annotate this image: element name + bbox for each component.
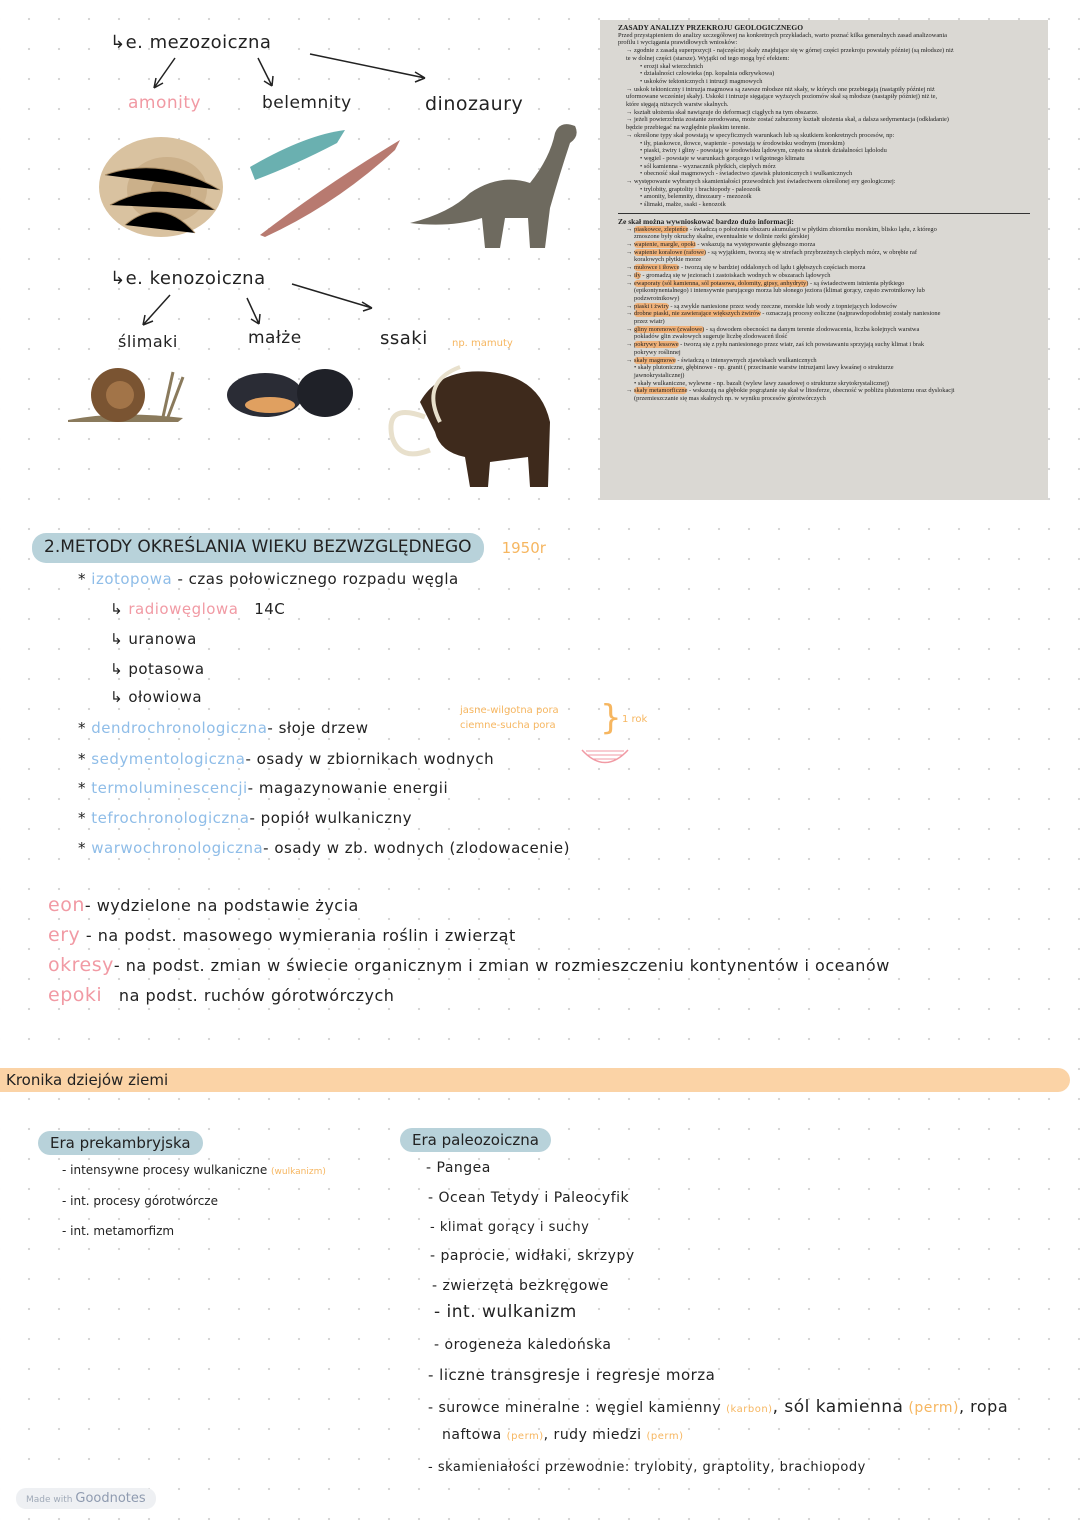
mussels-image xyxy=(225,365,355,425)
photo-rock-line: pokładów glin zwałowych sugeruje liczbę zlodowaceń ilość xyxy=(634,333,788,341)
dinosaur-image xyxy=(410,118,585,253)
photo-text-line: • trylobity, graptolity i brachiopody - paleozoik xyxy=(640,185,761,193)
mammoth-image xyxy=(380,362,555,492)
photo-text-line: będzie przebiegać na względnie płaskim terenie. xyxy=(626,124,750,132)
paleozoic-resources: - surowce mineralne : węgiel kamienny (karbon), sól kamienna (perm), ropa xyxy=(428,1397,1009,1417)
submethod-term: radiowęglowa xyxy=(128,600,239,618)
paleozoic-item: - zwierzęta bezkręgowe xyxy=(432,1278,609,1294)
photo-text-line: → występowanie wybranych skamieniałości przewodnich jest świadectwem określonej ery geologicznej: xyxy=(626,178,896,186)
era-paleozoic-title: Era paleozoiczna xyxy=(400,1128,551,1152)
photo-text-line: • uskoków tektonicznych i intruzji magmowych xyxy=(640,77,763,85)
label-malze: małże xyxy=(248,328,302,348)
submethod-extra: 14C xyxy=(254,600,286,618)
photo-text-line: • piaski, żwiry i gliny - powstają w środowisku lądowym, często na skutek działalności lądolodu xyxy=(640,147,887,155)
paleozoic-item: - klimat gorący i suchy xyxy=(430,1220,590,1235)
photo-rock-line: → piaskowce, zlepieńce - świadczą o położeniu obszaru akumulacji w płytkim zbiorniku morskim, blisko lądu, z którego xyxy=(626,225,937,233)
era-precambrian-title: Era prekambryjska xyxy=(38,1131,203,1155)
unit-epoki: epoki na podst. ruchów górotwórczych xyxy=(48,984,395,1006)
chronicle-header: Kronika dziejów ziemi xyxy=(0,1068,1070,1092)
photo-rock-line: podzwrotnikowy) xyxy=(634,294,680,302)
method-item: * sedymentologiczna- osady w zbiornikach wodnych xyxy=(78,750,495,768)
photo-text-line: • sól kamienna - wyznacznik płytkich, ciepłych mórz xyxy=(640,162,776,170)
method-term: izotopowa xyxy=(91,570,173,588)
year-note: 1950r xyxy=(501,539,546,557)
section-header xyxy=(32,533,546,563)
photo-title: ZASADY ANALIZY PRZEKROJU GEOLOGICZNEGO xyxy=(618,23,804,32)
paleozoic-item: - Pangea xyxy=(426,1160,491,1176)
photo-rock-line: → skały metamorficzne - wskazują na głębokie pogrążanie się skał w litosferze, obecność w pobliżu plutonizmu oraz dyslokacji xyxy=(626,387,955,395)
unit-eon: eon- wydzielone na podstawie życia xyxy=(48,894,359,916)
photo-text-line: → określone typy skał powstają w specyficznych warunkach lub są skutkiem konkretnych procesów, np: xyxy=(626,131,895,139)
photo-rock-line: → pokrywy lessowe - tworzą się z pyłu naniesionego przez wiatr, zaś ich powstawaniu sprzyjają suchy klimat i brak xyxy=(626,341,925,349)
submethod-term: uranowa xyxy=(128,630,197,648)
sediment-layers-icon xyxy=(580,745,630,767)
photo-rock-line: → wapienie, margle, opoki - wskazują na występowanie głębszego morza xyxy=(626,240,816,248)
mesozoic-title: ↳e. mezozoiczna xyxy=(110,32,272,53)
cenozoic-title: ↳e. kenozoiczna xyxy=(110,268,266,289)
photo-text-line: Przed przystąpieniem do analizy szczegółowej na konkretnych przykładach, warto poznać kilka generalnych zasad analizowania xyxy=(618,31,947,39)
method-item: * warwochronologiczna- osady w zb. wodnych (zlodowacenie) xyxy=(78,839,571,857)
photo-text-line: te w dolnej części (starsze). Wyjątki od tego mogą być efektem: xyxy=(626,54,790,62)
photo-text-line: • węgiel - powstaje w warunkach gorącego i wilgotnego klimatu xyxy=(640,154,805,162)
arrows-icon xyxy=(140,52,440,97)
belemnite-image xyxy=(245,125,410,240)
snail-image xyxy=(68,362,188,424)
precambrian-item: - intensywne procesy wulkaniczne (wulkanizm) xyxy=(62,1163,326,1177)
photo-rock-line: • skały wulkaniczne, wylewne - np. bazalt (wylew lawy zasadowej o strukturze skrytokrystalicznej) xyxy=(634,379,889,387)
method-item: * termoluminescencji- magazynowanie energii xyxy=(78,779,449,797)
ammonite-image xyxy=(95,135,230,240)
photo-text-line: • erozji skał wierzchnich xyxy=(640,62,704,70)
method-desc: - czas połowicznego rozpadu węgla xyxy=(177,570,459,588)
photo-rock-line: → drobne piaski, nie zawierające większych żwirów - oznaczają procesy eoliczne (najprawdopodobniej zostały naniesione xyxy=(626,310,941,318)
paleozoic-fossils: - skamieniałości przewodnie: trylobity, graptolity, brachiopody xyxy=(428,1460,866,1475)
photo-text-line: → kształt ułożenia skał nawiązuje do deformacji ciągłych na tym obszarze. xyxy=(626,108,819,116)
paleozoic-item: - paprocie, widłaki, skrzypy xyxy=(430,1248,635,1264)
photo-text-line: • działalności człowieka (np. kopalnia odkrywkowa) xyxy=(640,70,775,78)
label-dinozaury: dinozaury xyxy=(425,93,524,115)
label-amonity: amonity xyxy=(128,93,202,113)
photo-rock-line: pokrywy roślinnej xyxy=(634,348,681,356)
photo-text-line: → jeżeli powierzchnia zostanie zerodowana, może zostać zaburzony kształt ułożenia skał, a dalsza sedymentacja (odkładanie) xyxy=(626,116,949,124)
photo-text-line: • iły, piaskowce, iłowce, wapienie - powstają w środowisku wodnym (morskim) xyxy=(640,139,845,147)
photo-rock-line: jawnokrystalicznej) xyxy=(634,371,685,379)
photo-text-line: • obecność skał magmowych - świadectwo zjawisk plutonicznych i wulkanicznych xyxy=(640,170,853,178)
paleozoic-item: - liczne transgresje i regresje morza xyxy=(428,1366,716,1384)
brace-icon: } xyxy=(600,698,622,738)
section-title: 2.METODY OKREŚLANIA WIEKU BEZWZGLĘDNEGO xyxy=(32,533,484,563)
precambrian-item: - int. metamorfizm xyxy=(62,1224,175,1238)
unit-okresy: okresy- na podst. zmian w świecie organicznym i zmian w rozmieszczeniu kontynentów i oceanów xyxy=(48,954,890,976)
photo-rock-line: (epikontynentalnego) i intensywnie parującego morza lub słonego jeziora (klimat gorący, często zwrotnikowy lub xyxy=(634,287,925,295)
photo-rock-line: → ewaporaty (sól kamienna, sól potasowa, dolomity, gipsy, anhydryty) - są świadectwem istnienia płytkiego xyxy=(626,279,905,287)
photo-rock-line: → iły - gromadzą się w jeziorach i zastoiskach wodnych w obszarach lądowych xyxy=(626,271,831,279)
photo-text-line: uformowane wcześniej skały). Uskoki i intruzje sięgające wyższych poziomów skał są młodsze (nastąpiły później) niż te, xyxy=(626,93,938,101)
paleozoic-item: - Ocean Tetydy i Paleocyfik xyxy=(428,1190,630,1206)
tree-ring-note: jasne-wilgotna pora ciemne-sucha pora xyxy=(460,705,559,731)
tree-ring-year: 1 rok xyxy=(622,714,648,725)
photo-rock-line: → wapienie koralowe (rafowe) - są wyjątkiem, tworzą się w strefach przybrzeżnych ciepłych mórz, w obrębie raf xyxy=(626,248,918,256)
photo-rock-line: → mułowce i iłowce - tworzą się w bardziej oddalonych od lądu i głębszych częściach morza xyxy=(626,264,866,272)
paleozoic-item: - orogeneza kaledońska xyxy=(434,1337,612,1353)
photo-rock-line: koralowych płytkie morze xyxy=(634,256,702,264)
precambrian-item: - int. procesy górotwórcze xyxy=(62,1194,218,1208)
photo-rock-line: • skały plutoniczne, głębinowe - np. granit ( przecinanie warstw intruzjami lawy kwaśnej o strukturze xyxy=(634,364,894,372)
paleozoic-resources-cont: naftowa (perm), rudy miedzi (perm) xyxy=(442,1427,684,1443)
paleozoic-item: - int. wulkanizm xyxy=(434,1302,577,1322)
photo-rock-line: (przemieszczanie się mas skalnych np. w wyniku procesów górotwórczych xyxy=(634,395,826,403)
method-item: * dendrochronologiczna- słoje drzew xyxy=(78,719,369,737)
photo-subtitle: Ze skał można wywnioskować bardzo dużo informacji: xyxy=(618,216,794,226)
photo-text-line: → zgodnie z zasadą superpozycji - najczęściej skały znajdujące się w górnej części przekroju powstały później (są młodsze) niż xyxy=(626,47,954,55)
photo-text-line: • amonity, belemnity, dinozaury - mezozoik xyxy=(640,193,752,201)
submethod-term: ołowiowa xyxy=(128,688,203,706)
photo-rock-line: zmoszone były okruchy skalne, ewentualnie w dolinie rzeki górskiej xyxy=(634,233,810,241)
photo-rock-line: przez wiatr) xyxy=(634,318,665,326)
photo-text-line: → uskok tektoniczny i intruzja magmowa są zawsze młodsze niż skały, w których one przebiegają (nastąpiły później niż xyxy=(626,85,935,93)
photo-rock-line: → skały magmowe - świadczą o intensywnych zjawiskach wulkanicznych xyxy=(626,356,817,364)
photo-text-line: • ślimaki, małże, ssaki - kenozoik xyxy=(640,201,726,209)
label-ssaki: ssaki xyxy=(380,328,428,349)
photo-text-line: które sięgają niższych warstw skalnych. xyxy=(626,101,729,109)
note-mamuty: np. mamuty xyxy=(452,338,513,349)
method-item: * tefrochronologiczna- popiół wulkaniczny xyxy=(78,809,413,827)
label-belemnity: belemnity xyxy=(262,93,352,113)
arrows-icon xyxy=(135,280,385,330)
label-slimaki: ślimaki xyxy=(118,332,178,351)
geology-notes-photo xyxy=(600,20,1048,500)
goodnotes-badge[interactable]: Made with Goodnotes xyxy=(16,1488,156,1509)
unit-ery: ery - na podst. masowego wymierania roślin i zwierząt xyxy=(48,924,516,946)
submethod-term: potasowa xyxy=(128,660,205,678)
photo-rock-line: → piaski i żwiry - są zwykle naniesione przez wody rzeczne, morskie lub wody z topniejących lodowców xyxy=(626,302,898,310)
photo-rock-line: → gliny morenowe (zwałowe) - są dowodem obecności na danym terenie zlodowacenia, liczba kolejnych warstwa xyxy=(626,325,920,333)
photo-text-line: profilu i wyciągania prawidłowych wniosków: xyxy=(618,39,738,47)
